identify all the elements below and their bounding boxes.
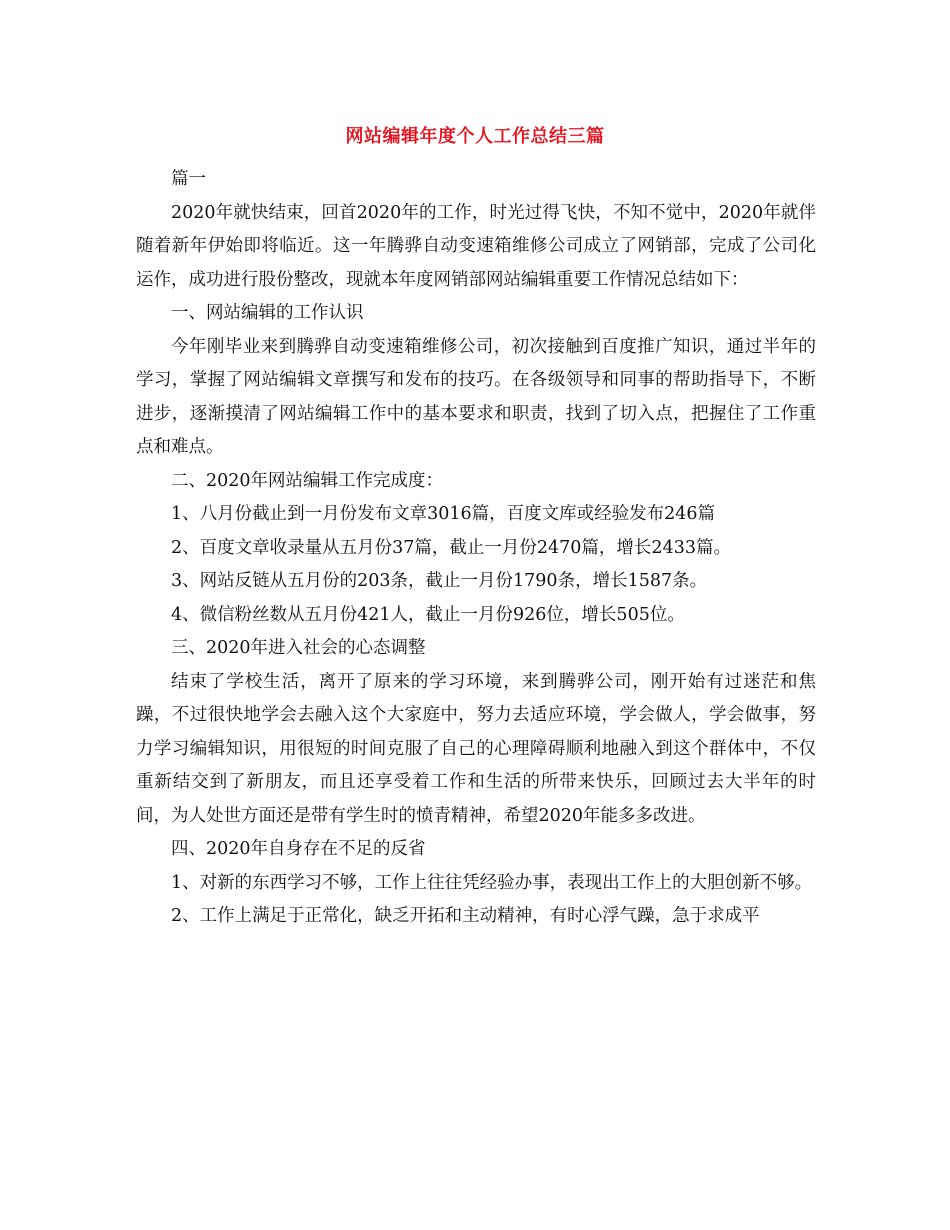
document-body: [136, 163, 816, 934]
list-item-articles: 1、八月份截止到一月份发布文章3016篇，百度文库或经验发布246篇: [171, 504, 716, 524]
heading-mindset: 三、2020年进入社会的心态调整: [171, 638, 426, 658]
list-item-shortcoming-1: 1、对新的东西学习不够，工作上往往凭经验办事，表现出工作上的大胆创新不够。: [171, 872, 813, 893]
list-item-shortcoming-2: 2、工作上满足于正常化，缺乏开拓和主动精神，有时心浮气躁，急于求成平: [171, 906, 760, 926]
list-item-backlinks: 3、网站反链从五月份的203条，截止一月份1790条，增长1587条。: [171, 571, 708, 591]
paragraph-mindset: 结束了学校生活，离开了原来的学习环境，来到腾骅公司，刚开始有过迷茫和焦躁，不过很快地学会去融入这个大家庭中，努力去适应环境，学会做人，学会做事，努力学习编辑知识，用很短的时间克服了自己的心理障碍顺利地融入到这个群体中，不仅重新结交到了新朋友，而且还享受着工作和生活的所带来快乐，回顾过去大半年的时间，为人处世方面还是带有学生时的愤青精神，希望2020年能多多改进。: [136, 671, 816, 826]
document-title: 网站编辑年度个人工作总结三篇: [345, 126, 605, 147]
list-item-wechat-fans: 4、微信粉丝数从五月份421人，截止一月份926位，增长505位。: [171, 604, 685, 625]
heading-shortcomings: 四、2020年自身存在不足的反省: [171, 839, 426, 859]
paragraph-work-understanding: 今年刚毕业来到腾骅自动变速箱维修公司，初次接触到百度推广知识，通过半年的学习，掌握了网站编辑文章撰写和发布的技巧。在各级领导和同事的帮助指导下，不断进步，逐渐摸清了网站编辑工作中的基本要求和职责，找到了切入点，把握住了工作重点和难点。: [136, 336, 816, 457]
heading-work-understanding: 一、网站编辑的工作认识: [171, 303, 364, 323]
paragraph-intro: 2020年就快结束，回首2020年的工作，时光过得飞快，不知不觉中，2020年就伴随着新年伊始即将临近。这一年腾骅自动变速箱维修公司成立了网销部，完成了公司化运作，成功进行股份整改，现就本年度网销部网站编辑重要工作情况总结如下：: [136, 202, 816, 290]
list-item-indexing: 2、百度文章收录量从五月份37篇，截止一月份2470篇，增长2433篇。: [171, 537, 731, 558]
paragraph-section-label: 篇一: [171, 169, 206, 189]
heading-work-completion: 二、2020年网站编辑工作完成度：: [171, 470, 444, 491]
